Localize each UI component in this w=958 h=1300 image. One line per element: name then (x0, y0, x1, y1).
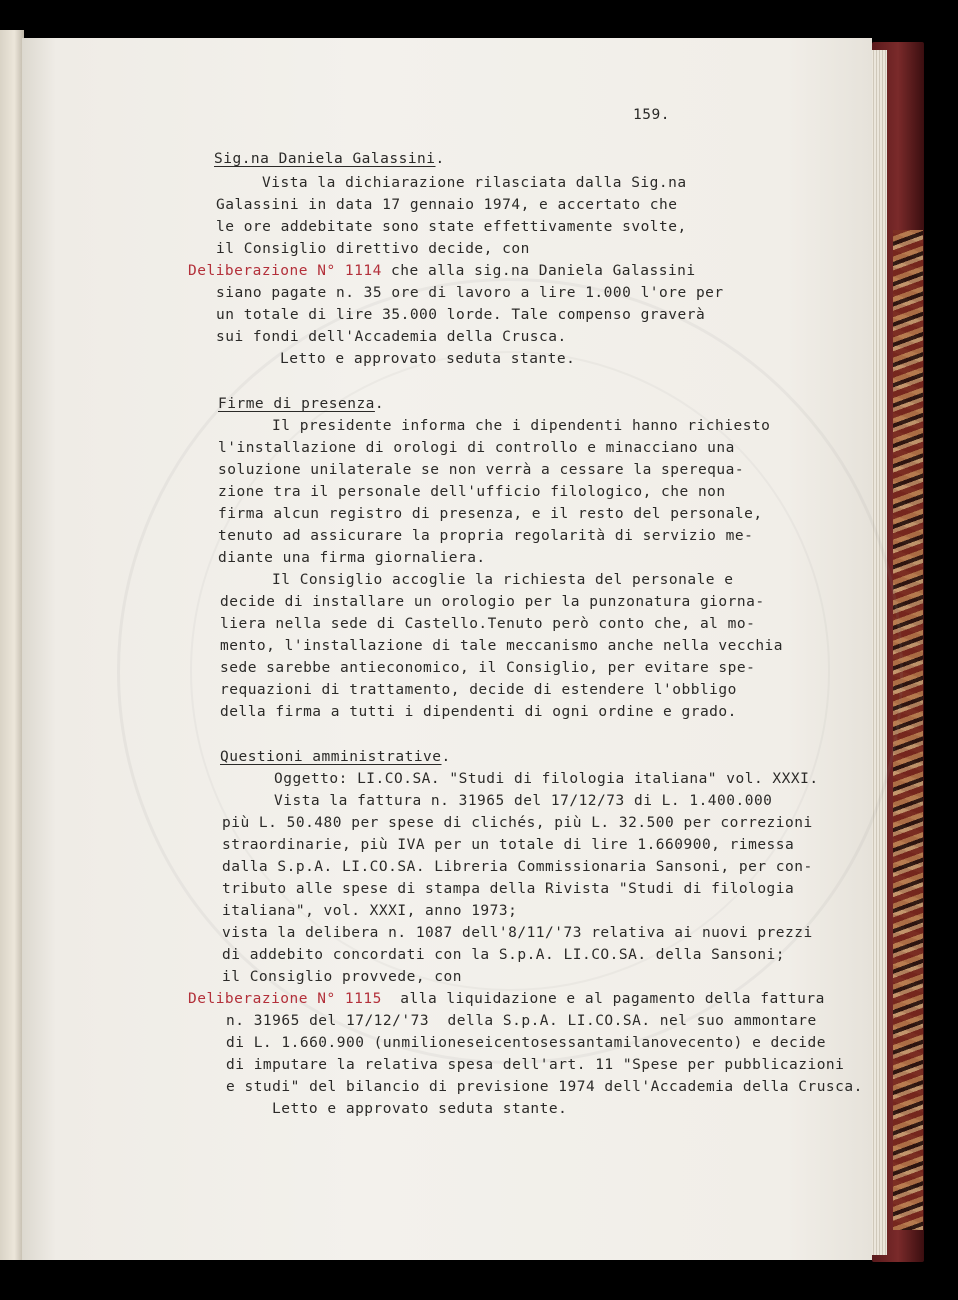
text-line: e studi" del bilancio di previsione 1974 dell'Accademia della Crusca. (226, 1079, 863, 1095)
heading-period: . (441, 749, 451, 765)
text-line: soluzione unilaterale se non verrà a cessare la sperequa- (218, 462, 745, 478)
text-line: Galassini in data 17 gennaio 1974, e accertato che (216, 197, 678, 213)
section-heading-galassini (214, 152, 445, 167)
facing-page-edge (0, 30, 24, 1260)
page-number: 159. (633, 107, 670, 123)
heading-period: . (435, 151, 445, 167)
text-line: tributo alle spese di stampa della Rivista "Studi di filologia (222, 881, 795, 897)
deliberation-text: che alla sig.na Daniela Galassini (381, 263, 696, 279)
section-heading-questioni (220, 750, 451, 765)
text-line: dalla S.p.A. LI.CO.SA. Libreria Commissionaria Sansoni, per con- (222, 859, 813, 875)
deliberation-line (188, 264, 696, 279)
text-line: tenuto ad assicurare la propria regolarità di servizio me- (218, 528, 754, 544)
approval-line: Letto e approvato seduta stante. (272, 1101, 568, 1117)
text-line: Il Consiglio accoglie la richiesta del personale e (272, 572, 734, 588)
deliberation-label: Deliberazione N° 1114 (188, 263, 382, 279)
text-line: n. 31965 del 17/12/'73 della S.p.A. LI.CO.SA. nel suo ammontare (226, 1013, 817, 1029)
text-line: requazioni di trattamento, decide di estendere l'obbligo (220, 682, 737, 698)
text-line: siano pagate n. 35 ore di lavoro a lire 1.000 l'ore per (216, 285, 724, 301)
text-line: Oggetto: LI.CO.SA. "Studi di filologia italiana" vol. XXXI. (274, 771, 819, 787)
text-line: straordinarie, più IVA per un totale di lire 1.660900, rimessa (222, 837, 795, 853)
text-line: le ore addebitate sono state effettivamente svolte, (216, 219, 687, 235)
text-line: di imputare la relativa spesa dell'art. 11 "Spese per pubblicazioni (226, 1057, 845, 1073)
text-line: della firma a tutti i dipendenti di ogni ordine e grado. (220, 704, 737, 720)
heading-text: Firme di presenza (218, 396, 375, 412)
deliberation-text: alla liquidazione e al pagamento della fattura (381, 991, 825, 1007)
approval-line: Letto e approvato seduta stante. (280, 351, 576, 367)
text-line: liera nella sede di Castello.Tenuto però conto che, al mo- (220, 616, 756, 632)
text-line: di addebito concordati con la S.p.A. LI.CO.SA. della Sansoni; (222, 947, 786, 963)
deliberation-label: Deliberazione N° 1115 (188, 991, 382, 1007)
text-line: il Consiglio direttivo decide, con (216, 241, 530, 257)
text-line: sui fondi dell'Accademia della Crusca. (216, 329, 567, 345)
heading-text: Sig.na Daniela Galassini (214, 151, 436, 167)
deliberation-line (188, 992, 825, 1007)
text-line: Vista la dichiarazione rilasciata dalla Sig.na (262, 175, 687, 191)
heading-text: Questioni amministrative (220, 749, 442, 765)
text-line: il Consiglio provvede, con (222, 969, 462, 985)
text-line: italiana", vol. XXXI, anno 1973; (222, 903, 518, 919)
text-line: diante una firma giornaliera. (218, 550, 486, 566)
text-line: zione tra il personale dell'ufficio filologico, che non (218, 484, 726, 500)
text-line: vista la delibera n. 1087 dell'8/11/'73 relativa ai nuovi prezzi (222, 925, 813, 941)
text-line: decide di installare un orologio per la punzonatura giorna- (220, 594, 765, 610)
text-line: firma alcun registro di presenza, e il resto del personale, (218, 506, 763, 522)
heading-period: . (374, 396, 385, 412)
text-line: sede sarebbe antieconomico, il Consiglio, per evitare spe- (220, 660, 756, 676)
text-line: l'installazione di orologi di controllo e minacciano una (218, 440, 735, 456)
text-line: di L. 1.660.900 (unmilioneseicentosessantamilanovecento) e decide (226, 1035, 826, 1051)
text-line: mento, l'installazione di tale meccanismo anche nella vecchia (220, 638, 784, 654)
section-heading-firme (218, 397, 384, 412)
text-line: più L. 50.480 per spese di clichés, più L. 32.500 per correzioni (222, 815, 813, 831)
text-line: un totale di lire 35.000 lorde. Tale compenso graverà (216, 307, 706, 323)
text-line: Vista la fattura n. 31965 del 17/12/73 di L. 1.400.000 (274, 793, 773, 809)
text-line: Il presidente informa che i dipendenti hanno richiesto (272, 418, 771, 434)
